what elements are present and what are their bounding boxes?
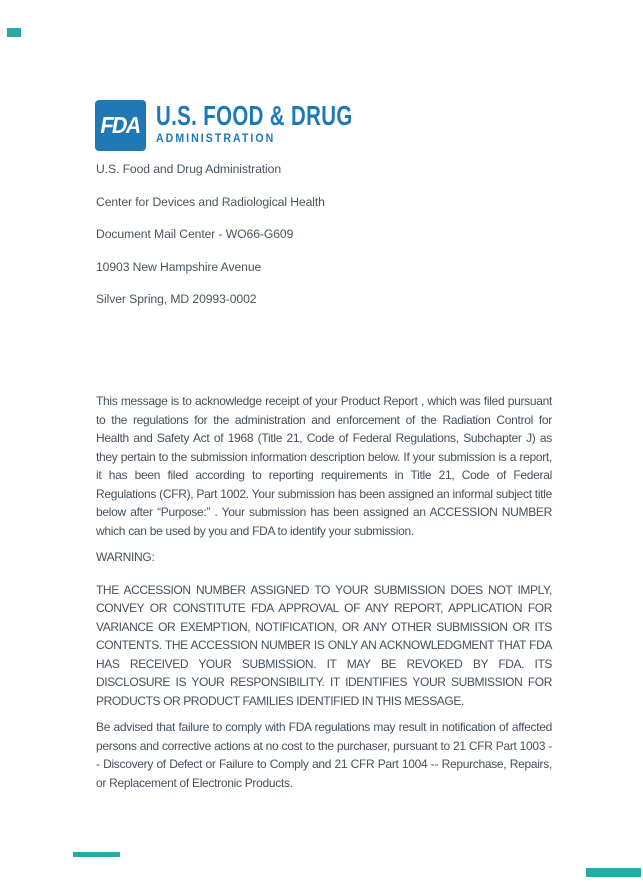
- acknowledgment-paragraph: This message is to acknowledge receipt of your Product Report , which was filed pursuant to the regulations for the administration and enforcement of the Radiation Control for Health and Safety Act of 1968 (Title 21, Code of Federal Regulations, Subchapter J) as they pertain to the submission information description below. If your submission is a report, it has been filed according to reporting requirements in Title 21, Code of Federal Regulations (CFR), Part 1002. Your submission has been assigned an informal subject title below after “Purpose:” . Your submission has been assigned an ACCESSION NUMBER which can be used by you and FDA to identify your submission.: [96, 394, 552, 538]
- address-line-mail-center: Document Mail Center - WO66-G609: [96, 227, 294, 241]
- letter-body: [96, 392, 552, 792]
- warning-paragraph: THE ACCESSION NUMBER ASSIGNED TO YOUR SUBMISSION DOES NOT IMPLY, CONVEY OR CONSTITUTE FDA APPROVAL OF ANY REPORT, APPLICATION FOR VARIANCE OR EXEMPTION, NOTIFICATION, OR ANY OTHER SUBMISSION OR ITS CONTENTS. THE ACCESSION NUMBER IS ONLY AN ACKNOWLEDGMENT THAT FDA HAS RECEIVED YOUR SUBMISSION. IT MAY BE REVOKED BY FDA. ITS DISCLOSURE IS YOUR RESPONSIBILITY. IT IDENTIFIES YOUR SUBMISSION FOR PRODUCTS OR PRODUCT FAMILIES IDENTIFIED IN THIS MESSAGE.: [96, 582, 552, 708]
- warning-label: WARNING:: [96, 550, 155, 564]
- fda-logo-square: [95, 100, 146, 151]
- address-line-city-state-zip: Silver Spring, MD 20993-0002: [96, 292, 257, 306]
- fda-letterhead: [95, 100, 425, 151]
- address-line-agency: U.S. Food and Drug Administration: [96, 162, 282, 176]
- scan-mark-bottom-right: [586, 868, 641, 877]
- fda-logo-monogram: FDA: [98, 112, 143, 138]
- scan-mark-top-left: [7, 28, 21, 37]
- scan-mark-bottom-left: [73, 852, 120, 857]
- compliance-paragraph: Be advised that failure to comply with FDA regulations may result in notification of affected persons and corrective actions at no cost to the purchaser, pursuant to 21 CFR Part 1003 -- Discovery of Defect or Failure to Comply and 21 CFR Part 1004 -- Repurchase, Repairs, or Replacement of Electronic Products.: [96, 720, 552, 790]
- logo-subtitle: ADMINISTRATION: [156, 133, 276, 145]
- address-line-center: Center for Devices and Radiological Health: [96, 194, 325, 209]
- logo-title: U.S. FOOD & DRUG: [156, 100, 353, 131]
- fda-logo-wordmark: [156, 100, 425, 145]
- sender-address-block: [96, 153, 325, 316]
- address-line-street: 10903 New Hampshire Avenue: [96, 259, 262, 274]
